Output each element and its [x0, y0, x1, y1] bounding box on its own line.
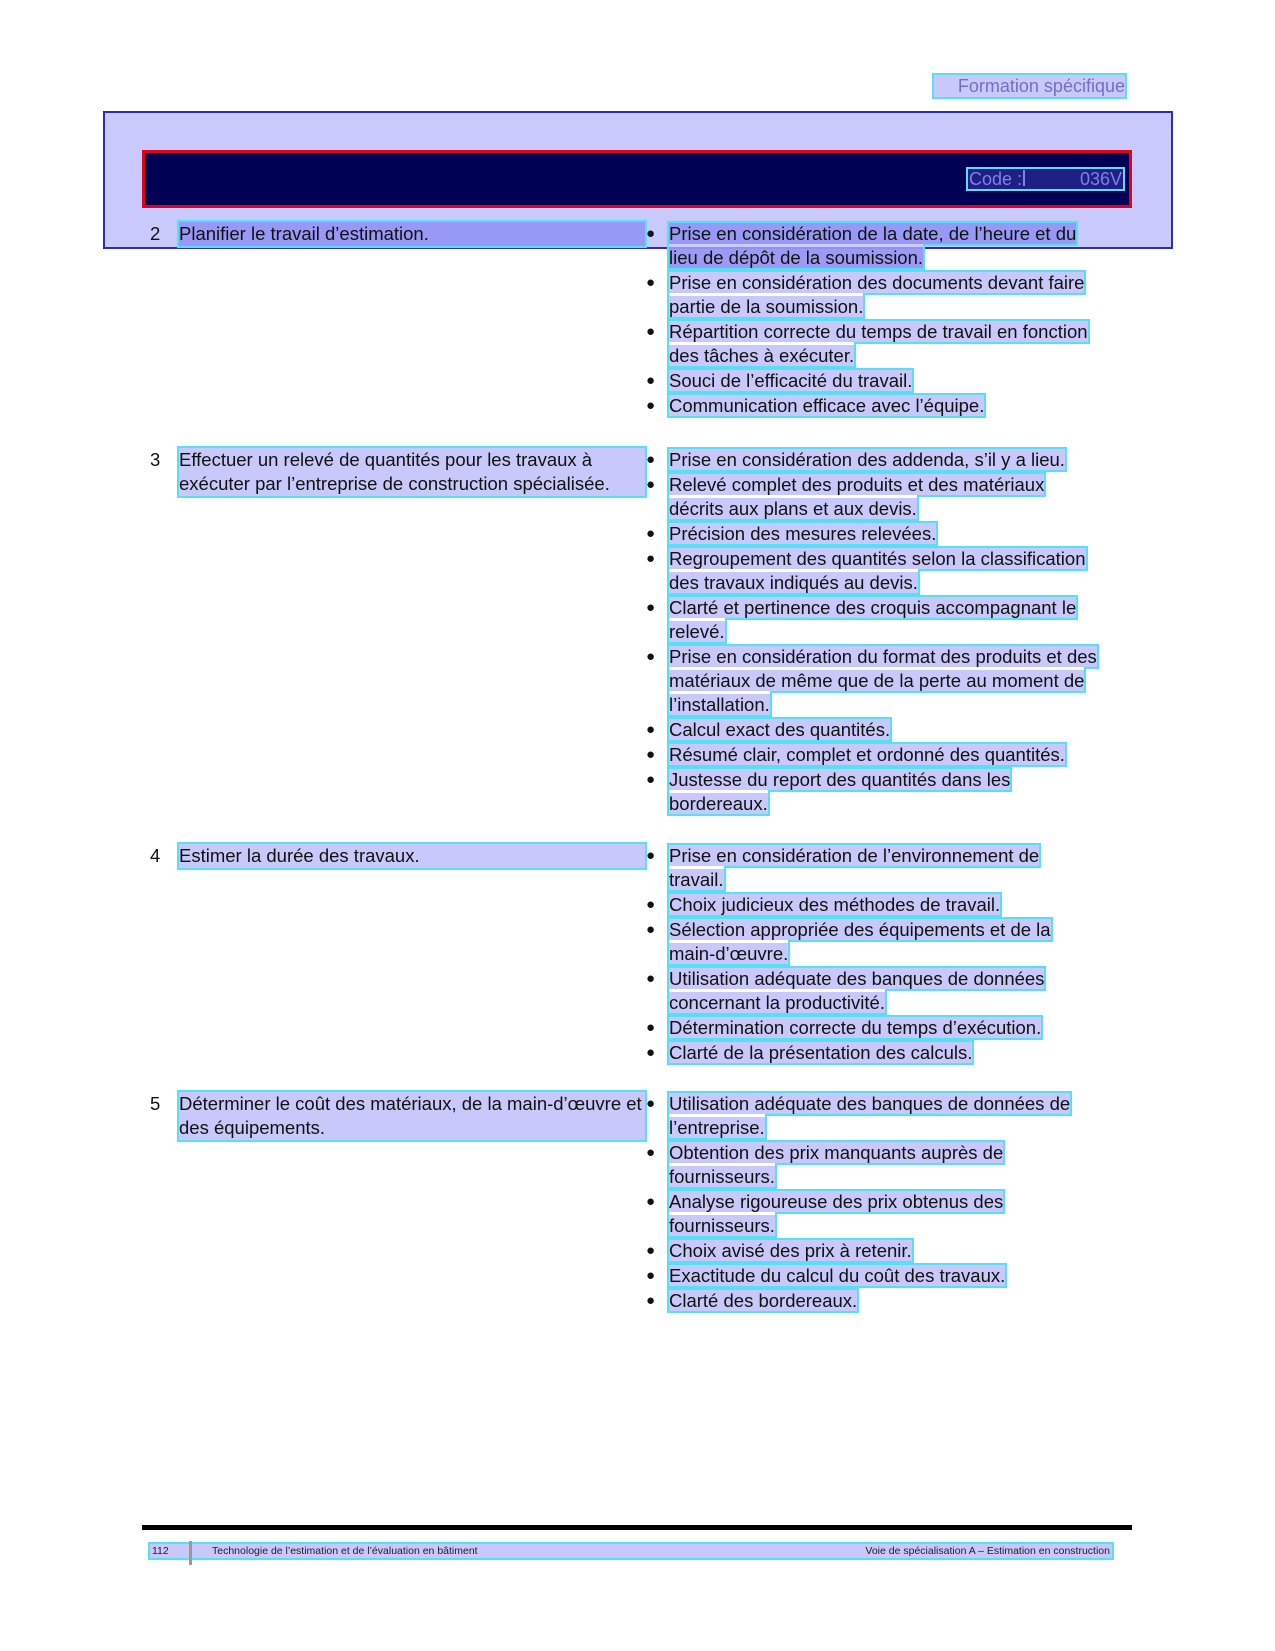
bullet-icon: ● [646, 274, 656, 291]
bullet-icon: ● [646, 451, 656, 468]
criteria-list [645, 448, 1125, 817]
criteria-item: ● Choix avisé des prix à retenir. [646, 1240, 912, 1261]
bullet-icon: ● [646, 970, 656, 987]
bullet-icon: ● [646, 1044, 656, 1061]
bullet-icon: ● [646, 721, 656, 738]
criteria-item: ● Utilisation adéquate des banques de données de l’entreprise. [646, 1093, 1071, 1138]
bullet-icon: ● [646, 896, 656, 913]
code-separator [1023, 170, 1031, 186]
objective-number: 4 [150, 845, 161, 866]
criteria-list [645, 222, 1125, 419]
bullet-icon: ● [646, 648, 656, 665]
objective-text: Planifier le travail d’estimation. [179, 222, 645, 246]
bullet-icon: ● [646, 1144, 656, 1161]
objective-text: Estimer la durée des travaux. [179, 844, 645, 868]
bullet-icon: ● [646, 550, 656, 567]
objective-number: 5 [150, 1093, 161, 1114]
objective-number: 2 [150, 223, 161, 244]
bullet-icon: ● [646, 372, 656, 389]
objective-number: 3 [150, 449, 161, 470]
criteria-list [645, 844, 1125, 1066]
criteria-item: ● Prise en considération des documents devant faire partie de la soumission. [646, 272, 1085, 317]
title-banner [142, 150, 1132, 208]
page-footer [150, 1544, 1112, 1558]
criteria-item: ● Obtention des prix manquants auprès de fournisseurs. [646, 1142, 1004, 1187]
criteria-item: ● Justesse du report des quantités dans les bordereaux. [646, 769, 1011, 814]
criteria-item: ● Souci de l’efficacité du travail. [646, 370, 913, 391]
objective [150, 448, 645, 496]
bullet-icon: ● [646, 323, 656, 340]
criteria-item: ● Choix judicieux des méthodes de travail. [646, 894, 1001, 915]
criteria-item: ● Précision des mesures relevées. [646, 523, 937, 544]
bullet-icon: ● [646, 1242, 656, 1259]
criteria-item: ● Sélection appropriée des équipements et de la main-d’œuvre. [646, 919, 1051, 964]
bullet-icon: ● [646, 525, 656, 542]
bullet-icon: ● [646, 1019, 656, 1036]
page-header-label: Formation spécifique [934, 75, 1125, 97]
bullet-icon: ● [646, 397, 656, 414]
criteria-item: ● Prise en considération des addenda, s’il y a lieu. [646, 449, 1065, 470]
footer-separator [189, 1541, 192, 1565]
footer-rule [142, 1525, 1132, 1530]
criteria-item: ● Clarté et pertinence des croquis accompagnant le relevé. [646, 597, 1077, 642]
objective [150, 844, 645, 868]
bullet-icon: ● [646, 599, 656, 616]
criteria-item: ● Calcul exact des quantités. [646, 719, 891, 740]
bullet-icon: ● [646, 1095, 656, 1112]
criteria-item: ● Détermination correcte du temps d’exécution. [646, 1017, 1042, 1038]
bullet-icon: ● [646, 847, 656, 864]
criteria-item: ● Résumé clair, complet et ordonné des quantités. [646, 744, 1065, 765]
criteria-item: ● Utilisation adéquate des banques de données concernant la productivité. [646, 968, 1045, 1013]
bullet-icon: ● [646, 921, 656, 938]
criteria-item: ● Relevé complet des produits et des matériaux décrits aux plans et aux devis. [646, 474, 1045, 519]
criteria-item: ● Analyse rigoureuse des prix obtenus des fournisseurs. [646, 1191, 1004, 1236]
bullet-icon: ● [646, 771, 656, 788]
criteria-item: ● Exactitude du calcul du coût des travaux. [646, 1265, 1006, 1286]
bullet-icon: ● [646, 746, 656, 763]
bullet-icon: ● [646, 476, 656, 493]
code-label: Code : [969, 169, 1023, 189]
objective [150, 1092, 645, 1140]
criteria-item: ● Prise en considération de la date, de l’heure et du lieu de dépôt de la soumission. [646, 223, 1077, 268]
bullet-icon: ● [646, 1193, 656, 1210]
criteria-item: ● Regroupement des quantités selon la classification des travaux indiqués au devis. [646, 548, 1086, 593]
bullet-icon: ● [646, 1292, 656, 1309]
code-value: 036V [1079, 169, 1122, 189]
criteria-item: ● Prise en considération du format des produits et des matériaux de même que de la perte au moment de l’installation. [646, 646, 1097, 715]
objective-text: Déterminer le coût des matériaux, de la main-d’œuvre et des équipements. [179, 1092, 645, 1140]
criteria-item: ● Clarté de la présentation des calculs. [646, 1042, 973, 1063]
bullet-icon: ● [646, 225, 656, 242]
criteria-item: ● Répartition correcte du temps de travail en fonction des tâches à exécuter. [646, 321, 1088, 366]
objective [150, 222, 645, 246]
objective-text: Effectuer un relevé de quantités pour les travaux à exécuter par l’entreprise de construction spécialisée. [179, 448, 645, 496]
footer-specialization: Voie de spécialisation A – Estimation en construction [865, 1545, 1110, 1557]
criteria-list [645, 1092, 1125, 1314]
footer-document-title: Technologie de l’estimation et de l’évaluation en bâtiment [212, 1545, 478, 1557]
criteria-item: ● Communication efficace avec l’équipe. [646, 395, 985, 416]
bullet-icon: ● [646, 1267, 656, 1284]
code-box [968, 169, 1123, 189]
page-number: 112 [152, 1545, 169, 1557]
criteria-item: ● Prise en considération de l’environnement de travail. [646, 845, 1040, 890]
criteria-item: ● Clarté des bordereaux. [646, 1290, 858, 1311]
